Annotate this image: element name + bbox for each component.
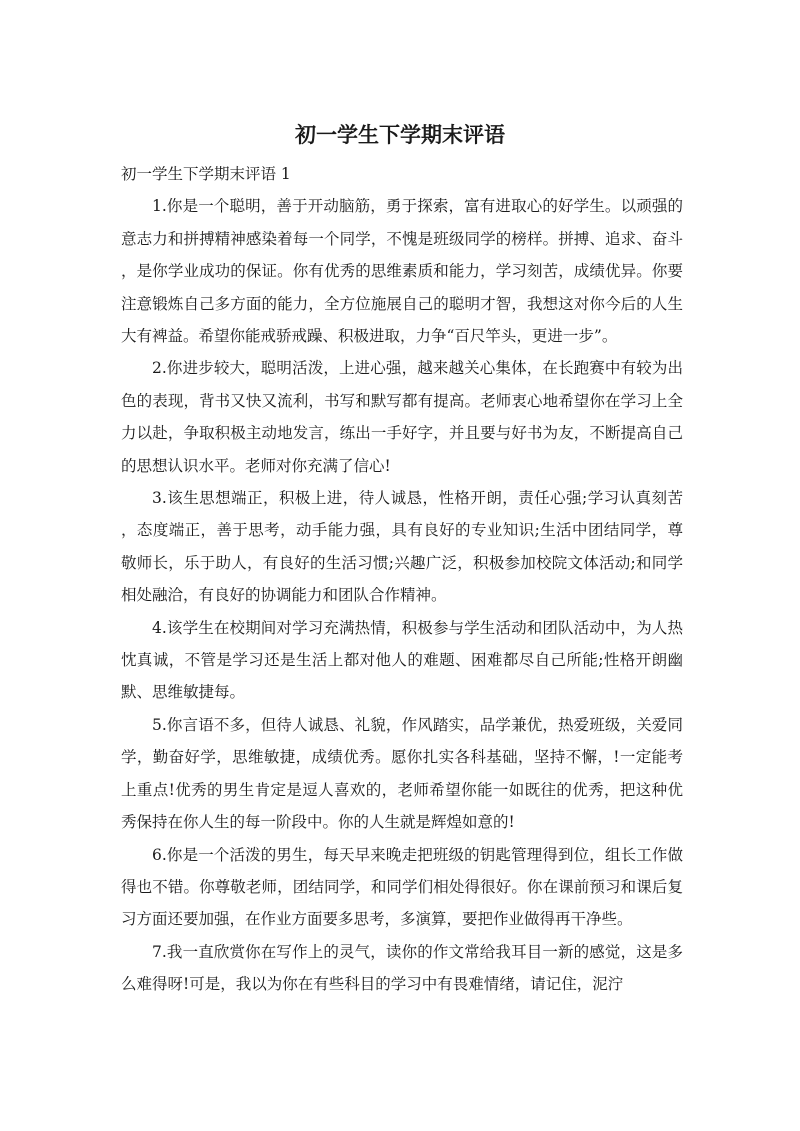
document-body — [121, 158, 683, 1001]
comment-paragraph-3: 3.该生思想端正，积极上进，待人诚恳，性格开朗，责任心强;学习认真刻苦，态度端正，善于思考，动手能力强，具有良好的专业知识;生活中团结同学，尊敬师长，乐于助人，有良好的生活习惯;兴趣广泛，积极参加校院文体活动;和同学相处融洽，有良好的协调能力和团队合作精神。 — [121, 489, 683, 605]
section-subtitle: 初一学生下学期末评语 1 — [121, 165, 291, 183]
comment-paragraph-7: 7.我一直欣赏你在写作上的灵气，读你的作文常给我耳目一新的感觉，这是多么难得呀!可是，我以为你在有些科目的学习中有畏难情绪，请记住，泥泞 — [121, 942, 683, 994]
document-title: 初一学生下学期末评语 — [295, 123, 505, 147]
comment-paragraph-4: 4.该学生在校期间对学习充满热情，积极参与学生活动和团队活动中，为人热忱真诚，不管是学习还是生活上都对他人的难题、困难都尽自己所能;性格开朗幽默、思维敏捷每。 — [121, 618, 683, 702]
comment-paragraph-5: 5.你言语不多，但待人诚恳、礼貌，作风踏实，品学兼优，热爱班级，关爱同学，勤奋好学，思维敏捷，成绩优秀。愿你扎实各科基础，坚持不懈，!一定能考上重点!优秀的男生肯定是逗人喜欢的，老师希望你能一如既往的优秀，把这种优秀保持在你人生的每一阶段中。你的人生就是辉煌如意的! — [121, 715, 683, 832]
comment-paragraph-2: 2.你进步较大，聪明活泼，上进心强，越来越关心集体，在长跑赛中有较为出色的表现，背书又快又流利，书写和默写都有提高。老师衷心地希望你在学习上全力以赴，争取积极主动地发言，练出一手好字，并且要与好书为友，不断提高自己的思想认识水平。老师对你充满了信心! — [121, 359, 683, 475]
comment-paragraph-6: 6.你是一个活泼的男生，每天早来晚走把班级的钥匙管理得到位，组长工作做得也不错。你尊敬老师，团结同学，和同学们相处得很好。你在课前预习和课后复习方面还要加强，在作业方面要多思考，多演算，要把作业做得再干净些。 — [121, 845, 683, 929]
comment-paragraph-1: 1.你是一个聪明，善于开动脑筋，勇于探索，富有进取心的好学生。以顽强的意志力和拼搏精神感染着每一个同学，不愧是班级同学的榜样。拼搏、追求、奋斗，是你学业成功的保证。你有优秀的思维素质和能力，学习刻苦，成绩优异。你要注意锻炼自己多方面的能力，全方位施展自己的聪明才智，我想这对你今后的人生大有裨益。希望你能戒骄戒躁、积极进取，力争“百尺竿头，更进一步”。 — [121, 197, 683, 346]
